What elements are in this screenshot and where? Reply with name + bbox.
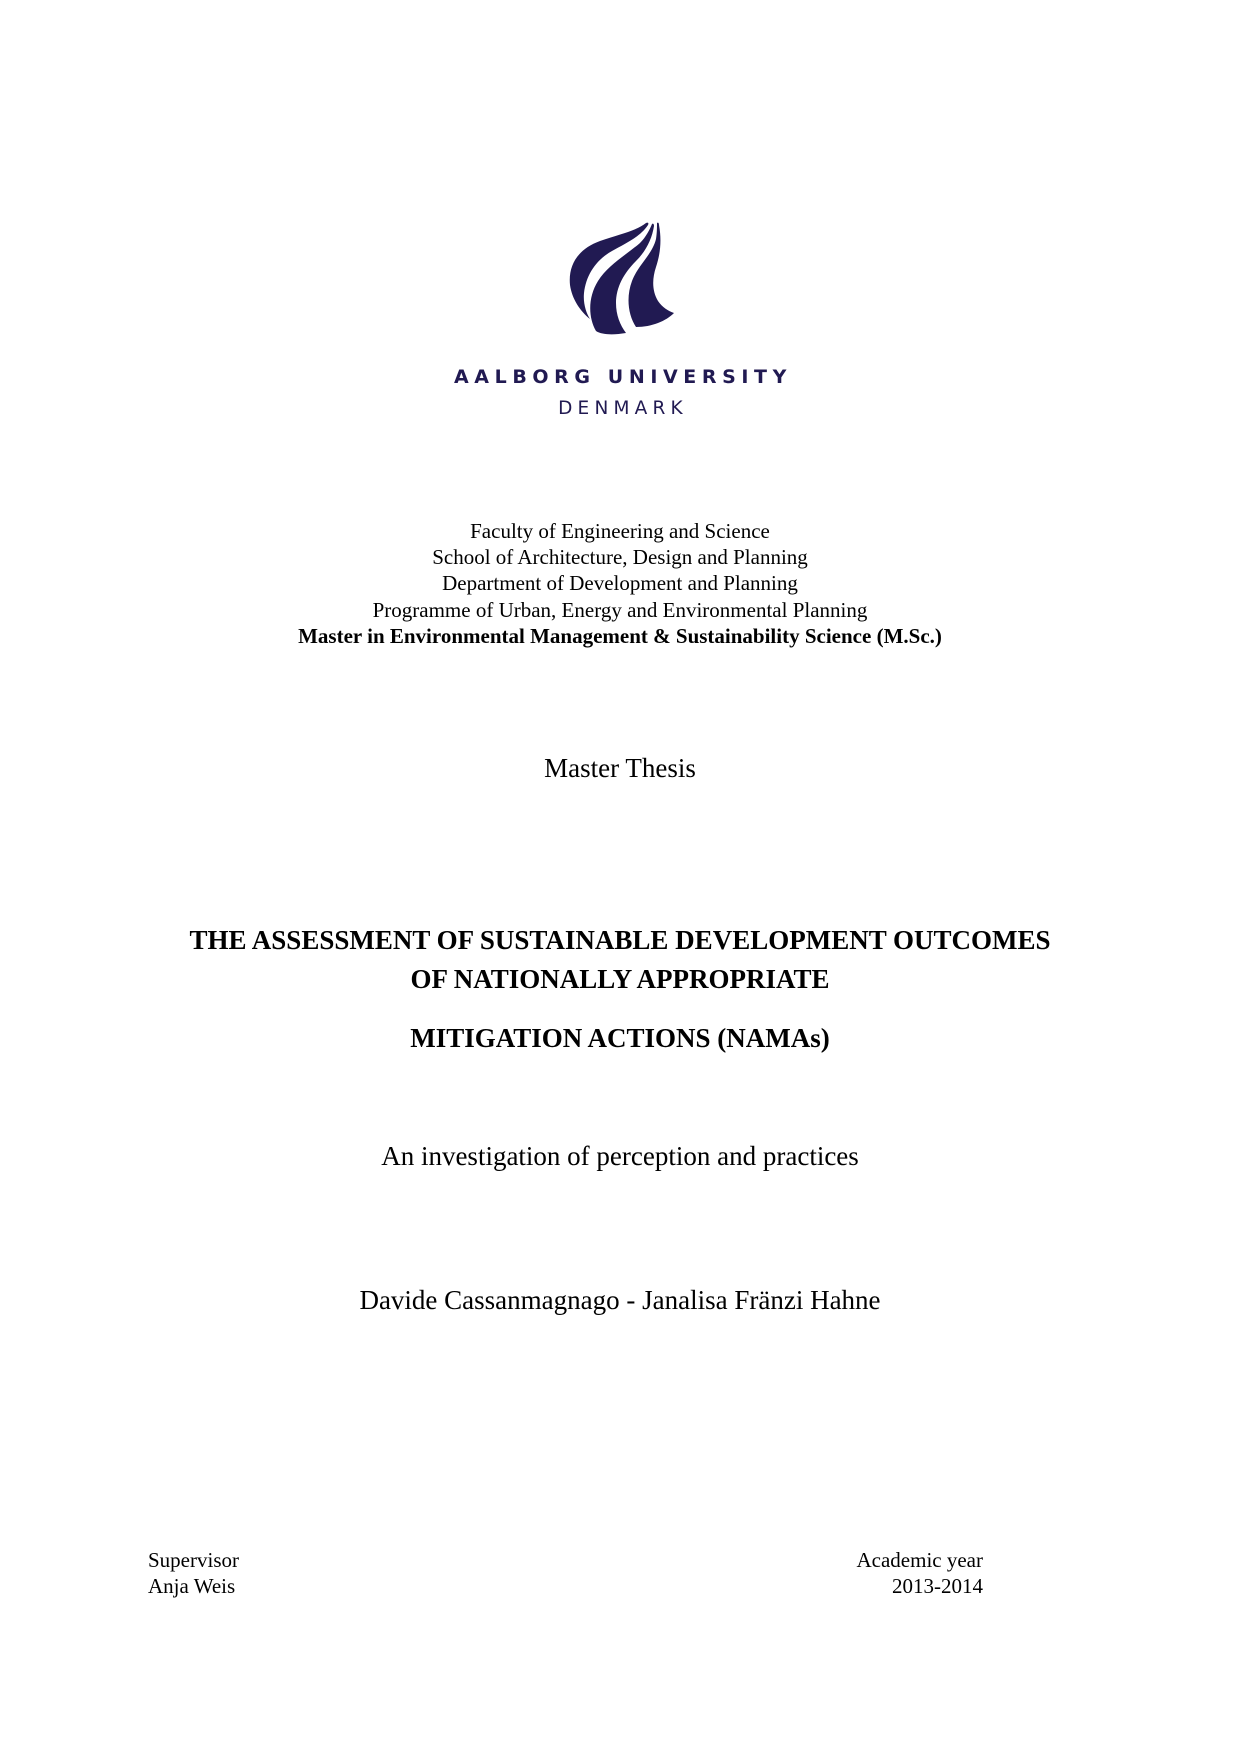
academic-year-value: 2013-2014 <box>892 1574 983 1598</box>
faculty: Faculty of Engineering and Science <box>470 519 770 543</box>
title-line-3: MITIGATION ACTIONS (NAMAs) <box>410 1023 830 1053</box>
authors: Davide Cassanmagnago - Janalisa Fränzi Hahne <box>359 1285 881 1315</box>
university-name: AALBORG UNIVERSITY <box>454 366 792 388</box>
supervisor-name: Anja Weis <box>148 1574 236 1598</box>
aalborg-university-logo-icon <box>566 221 676 335</box>
degree: Master in Environmental Management & Sustainability Science (M.Sc.) <box>298 624 942 648</box>
title-line-1: THE ASSESSMENT OF SUSTAINABLE DEVELOPMENT OUTCOMES <box>189 925 1051 955</box>
academic-year-label: Academic year <box>856 1548 983 1572</box>
document-type: Master Thesis <box>544 753 696 783</box>
programme: Programme of Urban, Energy and Environmental Planning <box>372 598 868 622</box>
department: Department of Development and Planning <box>442 571 798 595</box>
school: School of Architecture, Design and Planning <box>432 545 808 569</box>
university-country: DENMARK <box>558 398 688 419</box>
supervisor-block <box>148 1547 239 1599</box>
academic-year-block <box>856 1547 983 1599</box>
subtitle: An investigation of perception and practices <box>381 1141 859 1171</box>
supervisor-label: Supervisor <box>148 1548 239 1572</box>
title-line-2: OF NATIONALLY APPROPRIATE <box>410 964 830 994</box>
